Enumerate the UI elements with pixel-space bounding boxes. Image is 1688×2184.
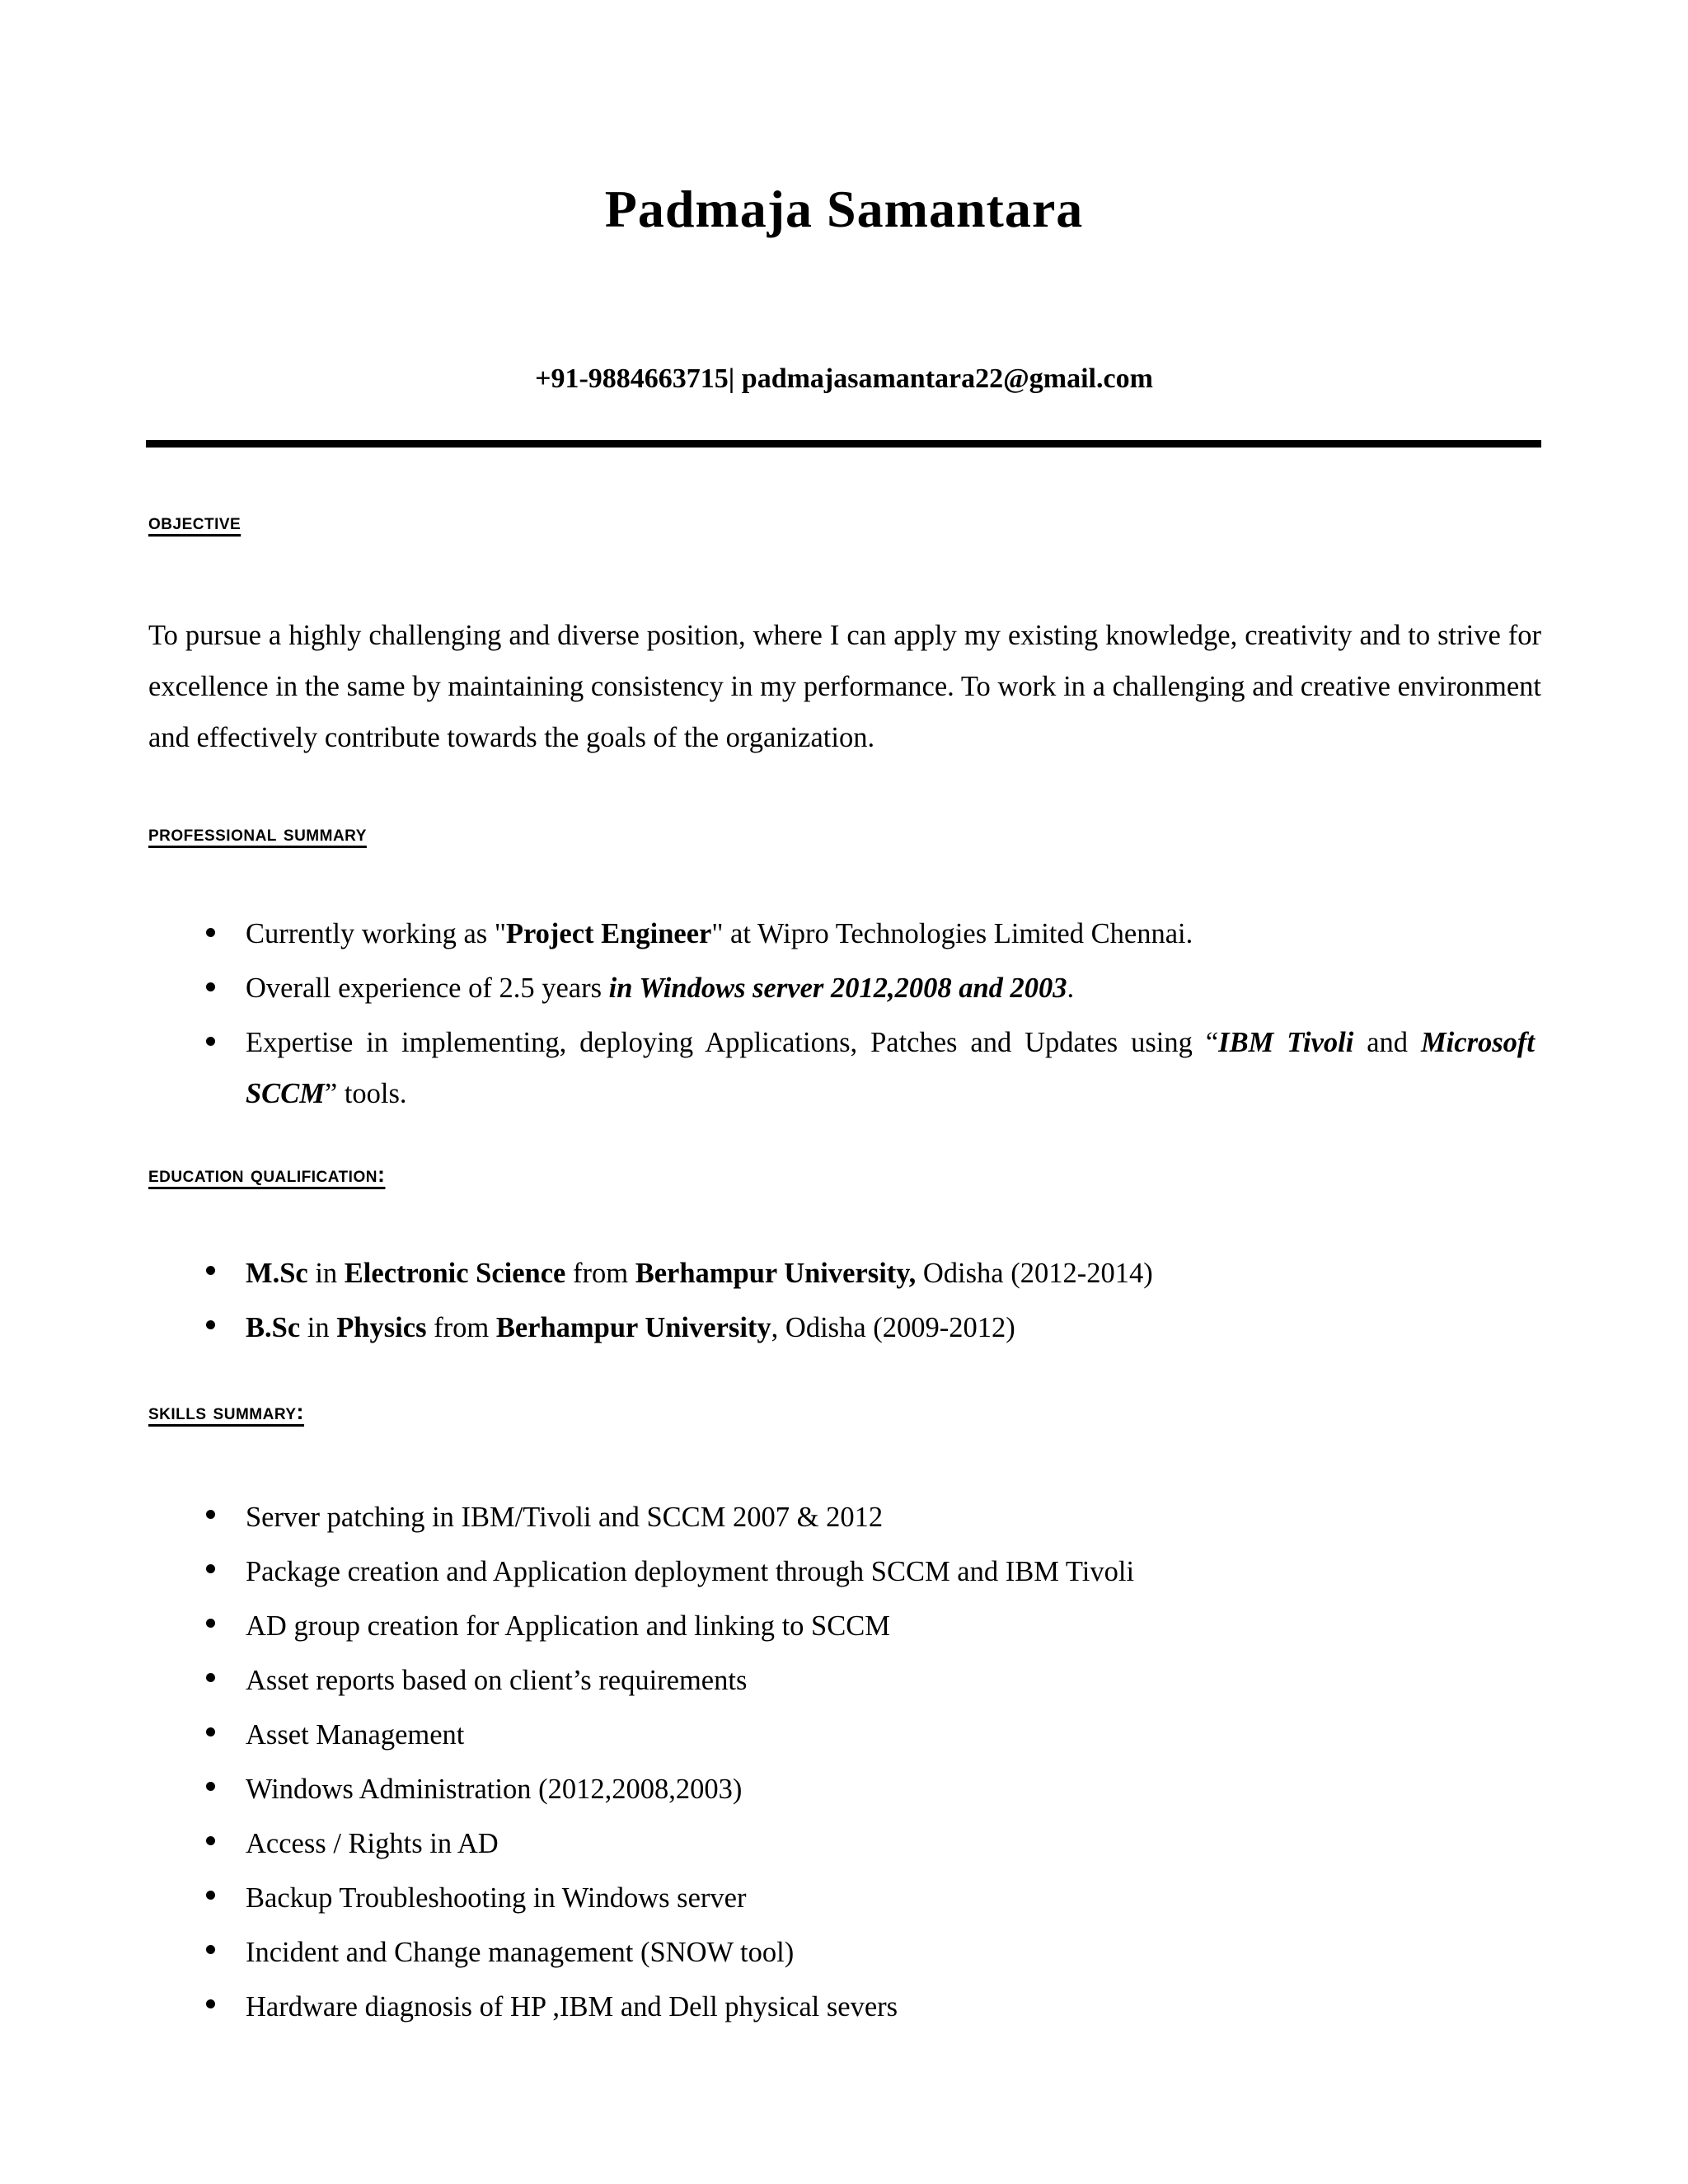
subject: Electronic Science bbox=[344, 1258, 566, 1289]
item-text: Overall experience of 2.5 years bbox=[246, 972, 609, 1004]
item-text: . bbox=[1067, 972, 1075, 1004]
candidate-name: Padmaja Samantara bbox=[604, 180, 1084, 238]
item-text: , Odisha (2009-2012) bbox=[771, 1312, 1015, 1343]
job-title: Project Engineer bbox=[505, 918, 712, 949]
item-text: Expertise in implementing, deploying Applications, Patches and Updates using “ bbox=[246, 1027, 1219, 1058]
degree: B.Sc bbox=[246, 1312, 301, 1343]
professional-summary-heading: professional summary bbox=[148, 821, 367, 846]
list-item: AD group creation for Application and linking to SCCM bbox=[148, 1599, 1541, 1653]
list-item: Access / Rights in AD bbox=[148, 1816, 1541, 1871]
skills-heading: skills summary: bbox=[148, 1399, 305, 1424]
list-item bbox=[148, 963, 1541, 1014]
university: Berhampur University bbox=[495, 1312, 771, 1343]
education-heading: education qualification: bbox=[148, 1162, 386, 1187]
list-item: Backup Troubleshooting in Windows server bbox=[148, 1871, 1541, 1925]
list-item: Server patching in IBM/Tivoli and SCCM 2007 & 2012 bbox=[148, 1490, 1541, 1544]
tool-name: IBM Tivoli bbox=[1218, 1027, 1354, 1058]
list-item: Incident and Change management (SNOW tool) bbox=[148, 1925, 1541, 1980]
skills-list bbox=[148, 1490, 1541, 2034]
list-item: Hardware diagnosis of HP ,IBM and Dell physical severs bbox=[148, 1980, 1541, 2034]
item-text: from bbox=[565, 1258, 635, 1289]
list-item: Asset Management bbox=[148, 1708, 1541, 1762]
objective-heading: objective bbox=[148, 509, 241, 534]
list-item bbox=[148, 1301, 1541, 1355]
list-item: Windows Administration (2012,2008,2003) bbox=[148, 1762, 1541, 1816]
tool-name: Microsoft SCCM bbox=[246, 1027, 1535, 1109]
item-text: in bbox=[300, 1312, 337, 1343]
list-item bbox=[148, 908, 1541, 959]
item-text: and bbox=[1353, 1027, 1421, 1058]
contact-info: +91-9884663715| padmajasamantara22@gmail.com bbox=[535, 363, 1153, 394]
university: Berhampur University, bbox=[635, 1258, 917, 1289]
item-text: Currently working as " bbox=[246, 918, 506, 949]
item-text: Odisha (2012-2014) bbox=[916, 1258, 1153, 1289]
objective-text: To pursue a highly challenging and diverse position, where I can apply my existing knowledge, creativity and to strive for excellence in the same by maintaining consistency in my performance. To work in a challenging and creative environment and effectively contribute towards the goals of the organization. bbox=[148, 620, 1541, 753]
experience-platform: in Windows server 2012,2008 and 2003 bbox=[608, 972, 1067, 1004]
list-item bbox=[148, 1017, 1541, 1119]
list-item: Package creation and Application deployment through SCCM and IBM Tivoli bbox=[148, 1544, 1541, 1599]
item-text: from bbox=[426, 1312, 496, 1343]
list-item bbox=[148, 1246, 1541, 1301]
degree: M.Sc bbox=[246, 1258, 308, 1289]
item-text: " at Wipro Technologies Limited Chennai. bbox=[711, 918, 1193, 949]
item-text: in bbox=[307, 1258, 345, 1289]
list-item: Asset reports based on client’s requirements bbox=[148, 1653, 1541, 1708]
professional-summary-list bbox=[148, 908, 1541, 1119]
subject: Physics bbox=[336, 1312, 427, 1343]
item-text: ” tools. bbox=[324, 1078, 407, 1109]
header-divider bbox=[146, 440, 1541, 448]
education-list bbox=[148, 1246, 1541, 1355]
